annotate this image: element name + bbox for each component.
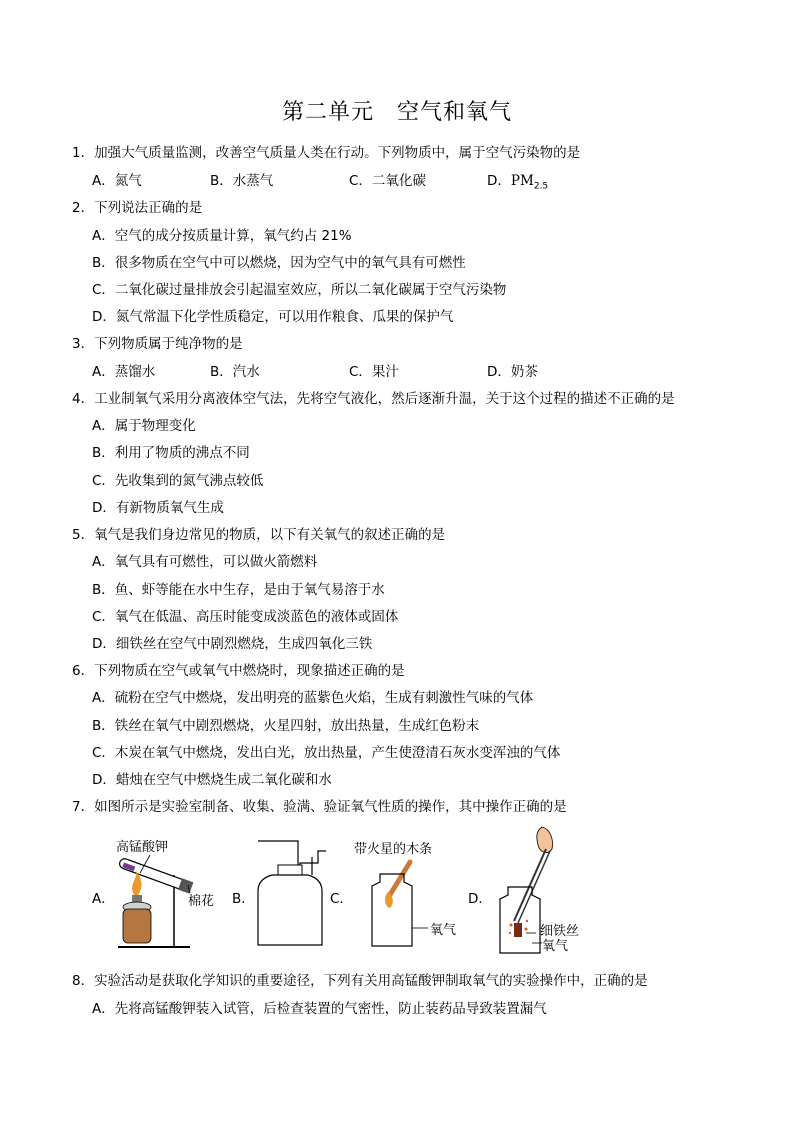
label-oxygen: 氧气 [430, 923, 457, 938]
question-number: 3． [72, 336, 95, 352]
option-c: C．二氧化碳 [349, 173, 426, 189]
option-c: C．二氧化碳过量排放会引起温室效应，所以二氧化碳属于空气污染物 [92, 282, 507, 298]
option-d: D．有新物质氧气生成 [92, 500, 224, 516]
option-d: D．蜡烛在空气中燃烧生成二氧化碳和水 [92, 772, 332, 788]
label-cotton: 棉花 [188, 894, 215, 909]
option-b: B．鱼、虾等能在水中生存，是由于氧气易溶于水 [92, 582, 385, 598]
option-c: C．木炭在氧气中燃烧，发出白光，放出热量，产生使澄清石灰水变浑浊的气体 [92, 745, 561, 761]
question-3-options [92, 363, 712, 381]
figure-label-c: C． [330, 891, 353, 907]
option-d: D．氮气常温下化学性质稳定，可以用作粮食、瓜果的保护气 [92, 309, 454, 325]
option-a: A．硫粉在空气中燃烧，发出明亮的蓝紫色火焰，生成有刺激性气味的气体 [92, 690, 534, 706]
option-b: B．很多物质在空气中可以燃烧，因为空气中的氧气具有可燃性 [92, 255, 466, 271]
spark-icon [514, 923, 522, 937]
question-number: 2． [72, 200, 95, 216]
pm-subscript: 2.5 [533, 181, 549, 192]
question-text: 氧气是我们身边常见的物质，以下有关氧气的叙述正确的是 [94, 527, 446, 543]
figure-b-collection-bottle [248, 835, 328, 949]
option-b: B．利用了物质的沸点不同 [92, 445, 250, 461]
question-text: 下列物质属于纯净物的是 [94, 336, 243, 352]
question-1 [72, 144, 580, 162]
figure-d-iron-wire [490, 825, 600, 957]
figure-c-splint-test [348, 838, 468, 950]
question-number: 4． [72, 391, 95, 407]
option-a: A．先将高锰酸钾装入试管，后检查装置的气密性，防止装药品导致装置漏气 [92, 1001, 547, 1017]
label-glowing-splint: 带火星的木条 [354, 842, 433, 857]
question-text: 加强大气质量监测，改善空气质量人类在行动。下列物质中，属于空气污染物的是 [94, 145, 581, 161]
option-b: B．汽水 [210, 364, 260, 380]
figure-label-d: D． [468, 891, 492, 907]
option-b: B．水蒸气 [210, 173, 274, 189]
option-a: A．氧气具有可燃性，可以做火箭燃料 [92, 554, 318, 570]
question-5 [72, 526, 445, 544]
question-text: 下列说法正确的是 [94, 200, 203, 216]
question-2 [72, 199, 202, 217]
question-1-options [92, 172, 712, 190]
option-a: A．空气的成分按质量计算，氧气约占 21% [92, 228, 352, 244]
option-d: D．细铁丝在空气中剧烈燃烧，生成四氧化三铁 [92, 636, 373, 652]
question-text: 如图所示是实验室制备、收集、验满、验证氧气性质的操作，其中操作正确的是 [94, 799, 567, 815]
figure-label-b: B． [232, 891, 255, 907]
label-reagent: 高锰酸钾 [116, 840, 169, 855]
option-a: A．蒸馏水 [92, 364, 156, 380]
question-number: 5． [72, 527, 95, 543]
option-b: B．铁丝在氧气中剧烈燃烧，火星四射，放出热量，生成红色粉末 [92, 718, 480, 734]
question-7 [72, 798, 567, 816]
pm-formula: PM [510, 173, 534, 189]
question-text: 工业制氧气采用分离液体空气法，先将空气液化，然后逐渐升温，关于这个过程的描述不正确的是 [94, 391, 675, 407]
question-6 [72, 662, 405, 680]
figure-a-heating-apparatus [110, 835, 230, 953]
label-oxygen: 氧气 [542, 939, 569, 954]
label-iron-wire: 细铁丝 [540, 924, 580, 939]
option-c: C．果汁 [349, 364, 399, 380]
question-number: 7． [72, 799, 95, 815]
page-title: 第二单元 空气和氧气 [281, 100, 512, 125]
option-c: C．氧气在低温、高压时能变成淡蓝色的液体或固体 [92, 609, 399, 625]
option-c: C．先收集到的氮气沸点较低 [92, 473, 264, 489]
option-d: D．奶茶 [487, 364, 538, 380]
option-a: A．氮气 [92, 173, 142, 189]
question-number: 6． [72, 663, 95, 679]
question-number: 8． [72, 973, 95, 989]
question-8 [72, 972, 648, 990]
option-a: A．属于物理变化 [92, 418, 196, 434]
question-text: 下列物质在空气或氧气中燃烧时，现象描述正确的是 [94, 663, 405, 679]
question-4 [72, 390, 675, 408]
figure-label-a: A． [92, 891, 115, 907]
hand-icon [537, 827, 553, 852]
question-text: 实验活动是获取化学知识的重要途径，下列有关用高锰酸钾制取氧气的实验操作中，正确的是 [94, 973, 648, 989]
option-d: D．$PM_{2.5}$ [487, 173, 549, 192]
question-number: 1． [72, 145, 95, 161]
question-3 [72, 335, 243, 353]
